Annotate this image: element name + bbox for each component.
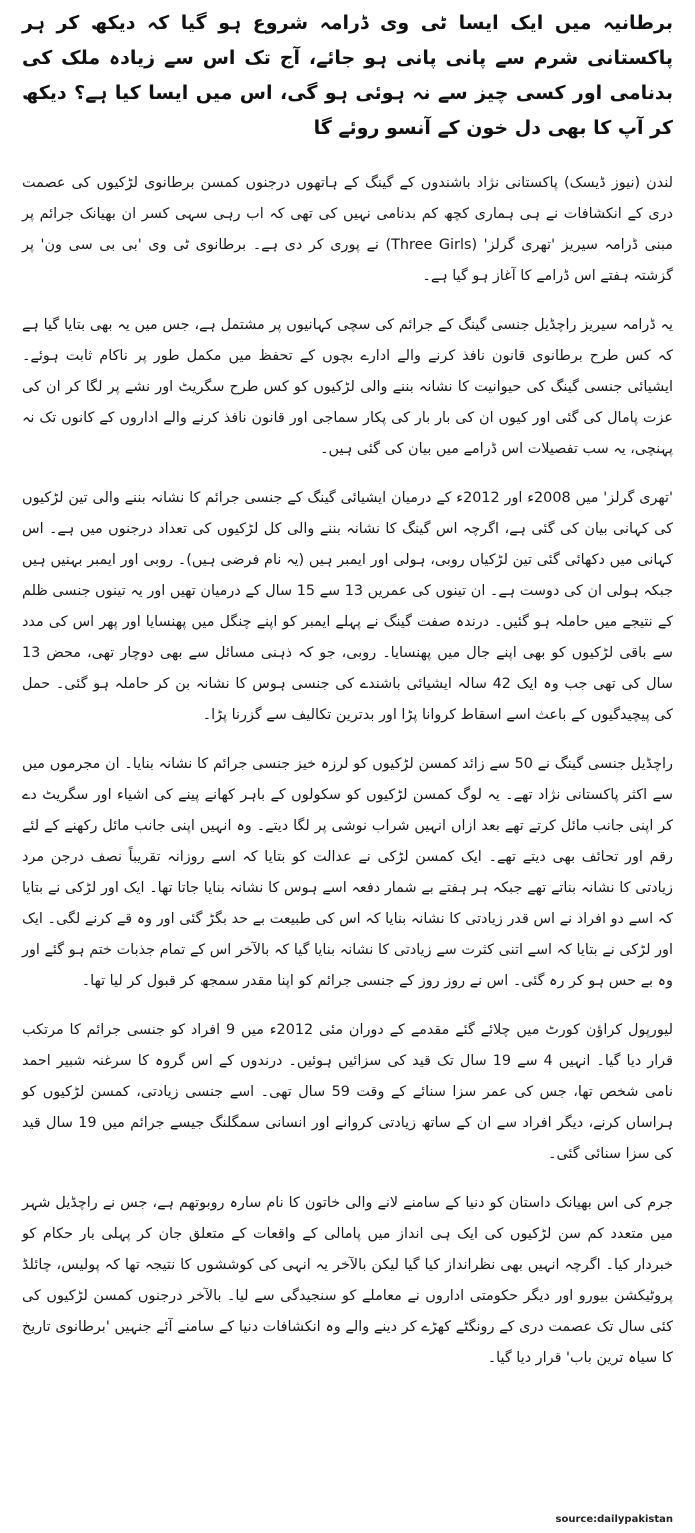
article-paragraph-series: یہ ڈرامہ سیریز راچڈیل جنسی گینگ کے جرائم کی سچی کہانیوں پر مشتمل ہے، جس میں یہ بھی بتایا گیا ہے کہ کس طرح برطانوی قانون نافذ کرنے والے ادارے بچوں کے تحفظ میں مکمل طور پر ناکام ثابت ہوئے۔ ایشیائی جنسی گینگ کی حیوانیت کا نشانہ بننے والی لڑکیوں کو کس طرح سگریٹ اور نشے پر لگا کر ان کی عزت پامال کی گئی اور کیوں ان کی بار بار کی پکار سماجی اور قانون نافذ کرنے والے اداروں کے کانوں تک نہ پہنچی، یہ سب تفصیلات اس ڈرامے میں بیان کی گئی ہیں۔: [22, 317, 673, 457]
article-paragraph-whistleblower: جرم کی اس بھیانک داستان کو دنیا کے سامنے لانے والی خاتون کا نام سارہ روبوتھم ہے، جس نے راچڈیل شہر میں متعدد کم سن لڑکیوں کی ایک ہی انداز میں پامالی کے واقعات کے متعلق جان کر پہلی بار حکام کو خبردار کیا۔ اگرچہ انہیں بھی نظرانداز کیا گیا لیکن بالآخر یہ انہی کی کوششوں کا نتیجہ تھا کہ پولیس، چائلڈ پروٹیکشن بیورو اور دیگر حکومتی اداروں نے معاملے کو سنجیدگی سے لیا۔ بالآخر درجنوں کمسن لڑکیوں کی کئی سال تک عصمت دری کے رونگٹے کھڑے کر دینے والے وہ انکشافات دنیا کے سامنے آئے جنہیں 'برطانوی تاریخ کا سیاہ ترین باب' قرار دیا گیا۔: [22, 1195, 673, 1366]
article-headline: برطانیہ میں ایک ایسا ٹی وی ڈرامہ شروع ہو گیا کہ دیکھ کر ہر پاکستانی شرم سے پانی پانی ہو جائے، آج تک اس سے زیادہ ملک کی بدنامی اور کسی چیز سے نہ ہوئی ہو گی، اس میں ایسا کیا ہے؟ دیکھ کر آپ کا بھی دل خون کے آنسو روئے گا: [22, 12, 673, 139]
article-paragraph-story: 'تھری گرلز' میں 2008ء اور 2012ء کے درمیان ایشیائی گینگ کے جنسی جرائم کا نشانہ بننے والی تین لڑکیوں کی کہانی بیان کی گئی ہے، اگرچہ اس گینگ کا نشانہ بننے والی کل لڑکیوں کی تعداد درجنوں میں ہے۔ اس کہانی میں دکھائی گئی تین لڑکیاں روبی، ہولی اور ایمبر ہیں (یہ نام فرضی ہیں)۔ روبی اور ایمبر بہنیں ہیں جبکہ ہولی ان کی دوست ہے۔ ان تینوں کی عمریں 13 سے 15 سال کے درمیان تھیں اور یہ تینوں جنسی ظلم کے نتیجے میں حاملہ ہو گئیں۔ درندہ صفت گینگ نے پہلے ایمبر کو اپنے چنگل میں پھنسایا اور پھر اس کی مدد سے باقی لڑکیوں کو بھی اپنے جال میں پھنسایا۔ روبی، جو کہ ذہنی مسائل سے بھی دوچار تھی، محض 13 سال کی تھی جب وہ ایک 42 سالہ ایشیائی باشندے کی جنسی ہوس کا نشانہ بن کر حاملہ ہو گئی۔ حمل کی پیچیدگیوں کے باعث اسے اسقاط کروانا پڑا اور بدترین تکالیف سے گزرنا پڑا۔: [22, 490, 674, 723]
source-credit: source:dailypakistan: [555, 1514, 673, 1525]
article-paragraph-intro: لندن (نیوز ڈیسک) پاکستانی نژاد باشندوں کے گینگ کے ہاتھوں درجنوں کمسن برطانوی لڑکیوں کی عصمت دری کے انکشافات نے ہی ہماری کچھ کم بدنامی نہیں کی تھی کہ اب رہی سہی کسر ان بھیانک جرائم پر مبنی ڈرامہ سیریز 'تھری گرلز' (Three Girls) نے پوری کر دی ہے۔ برطانوی ٹی وی 'بی بی سی ون' پر گزشتہ ہفتے اس ڈرامے کا آغاز ہو گیا ہے۔: [22, 175, 673, 284]
article-paragraph-court: لیورپول کراؤن کورٹ میں چلائے گئے مقدمے کے دوران مئی 2012ء میں 9 افراد کو جنسی جرائم کا مرتکب قرار دیا گیا۔ انہیں 4 سے 19 سال تک قید کی سزائیں ہوئیں۔ درندوں کے اس گروہ کا سرغنہ شبیر احمد نامی شخص تھا، جس کی عمر سزا سنائے کے وقت 59 سال تھی۔ اسے جنسی زیادتی، کمسن لڑکیوں کو ہراساں کرنے، دیگر افراد سے ان کے ساتھ زیادتی کروانے اور انسانی سمگلنگ جیسے جرائم میں 19 سال قید کی سزا سنائی گئی۔: [22, 1022, 674, 1162]
article-paragraph-gang: راچڈیل جنسی گینگ نے 50 سے زائد کمسن لڑکیوں کو لرزہ خیز جنسی جرائم کا نشانہ بنایا۔ ان مجرموں میں سے اکثر پاکستانی نژاد تھے۔ یہ لوگ کمسن لڑکیوں کو سکولوں کے باہر کھانے پینے کی اشیاء اور سگریٹ دے کر اپنی جانب مائل کرتے تھے بعد ازاں انہیں شراب نوشی پر لگا دیتے۔ وہ انہیں اپنی جانب مائل رکھنے کے لئے رقم اور تحائف بھی دیتے تھے۔ ایک کمسن لڑکی نے عدالت کو بتایا کہ اسے روزانہ تقریباً نصف درجن مرد زیادتی کا نشانہ بناتے تھے جبکہ ہر ہفتے بے شمار دفعہ اسے ہوس کا نشانہ بنایا جاتا تھا۔ ایک اور لڑکی نے بتایا کہ اسے دو افراد نے اس قدر زیادتی کا نشانہ بنایا کہ اس کی طبیعت بے حد بگڑ گئی اور وہ قے کرنے لگی۔ ایک اور لڑکی نے بتایا کہ اسے اتنی کثرت سے زیادتی کا نشانہ بنایا گیا کہ بالآخر اس کے تمام جذبات ختم ہو گئے اور وہ بے حس ہو کر رہ گئی۔ اس نے روز روز کے جنسی جرائم کو اپنا مقدر سمجھ کر قبول کر لیا تھا۔: [22, 756, 673, 989]
